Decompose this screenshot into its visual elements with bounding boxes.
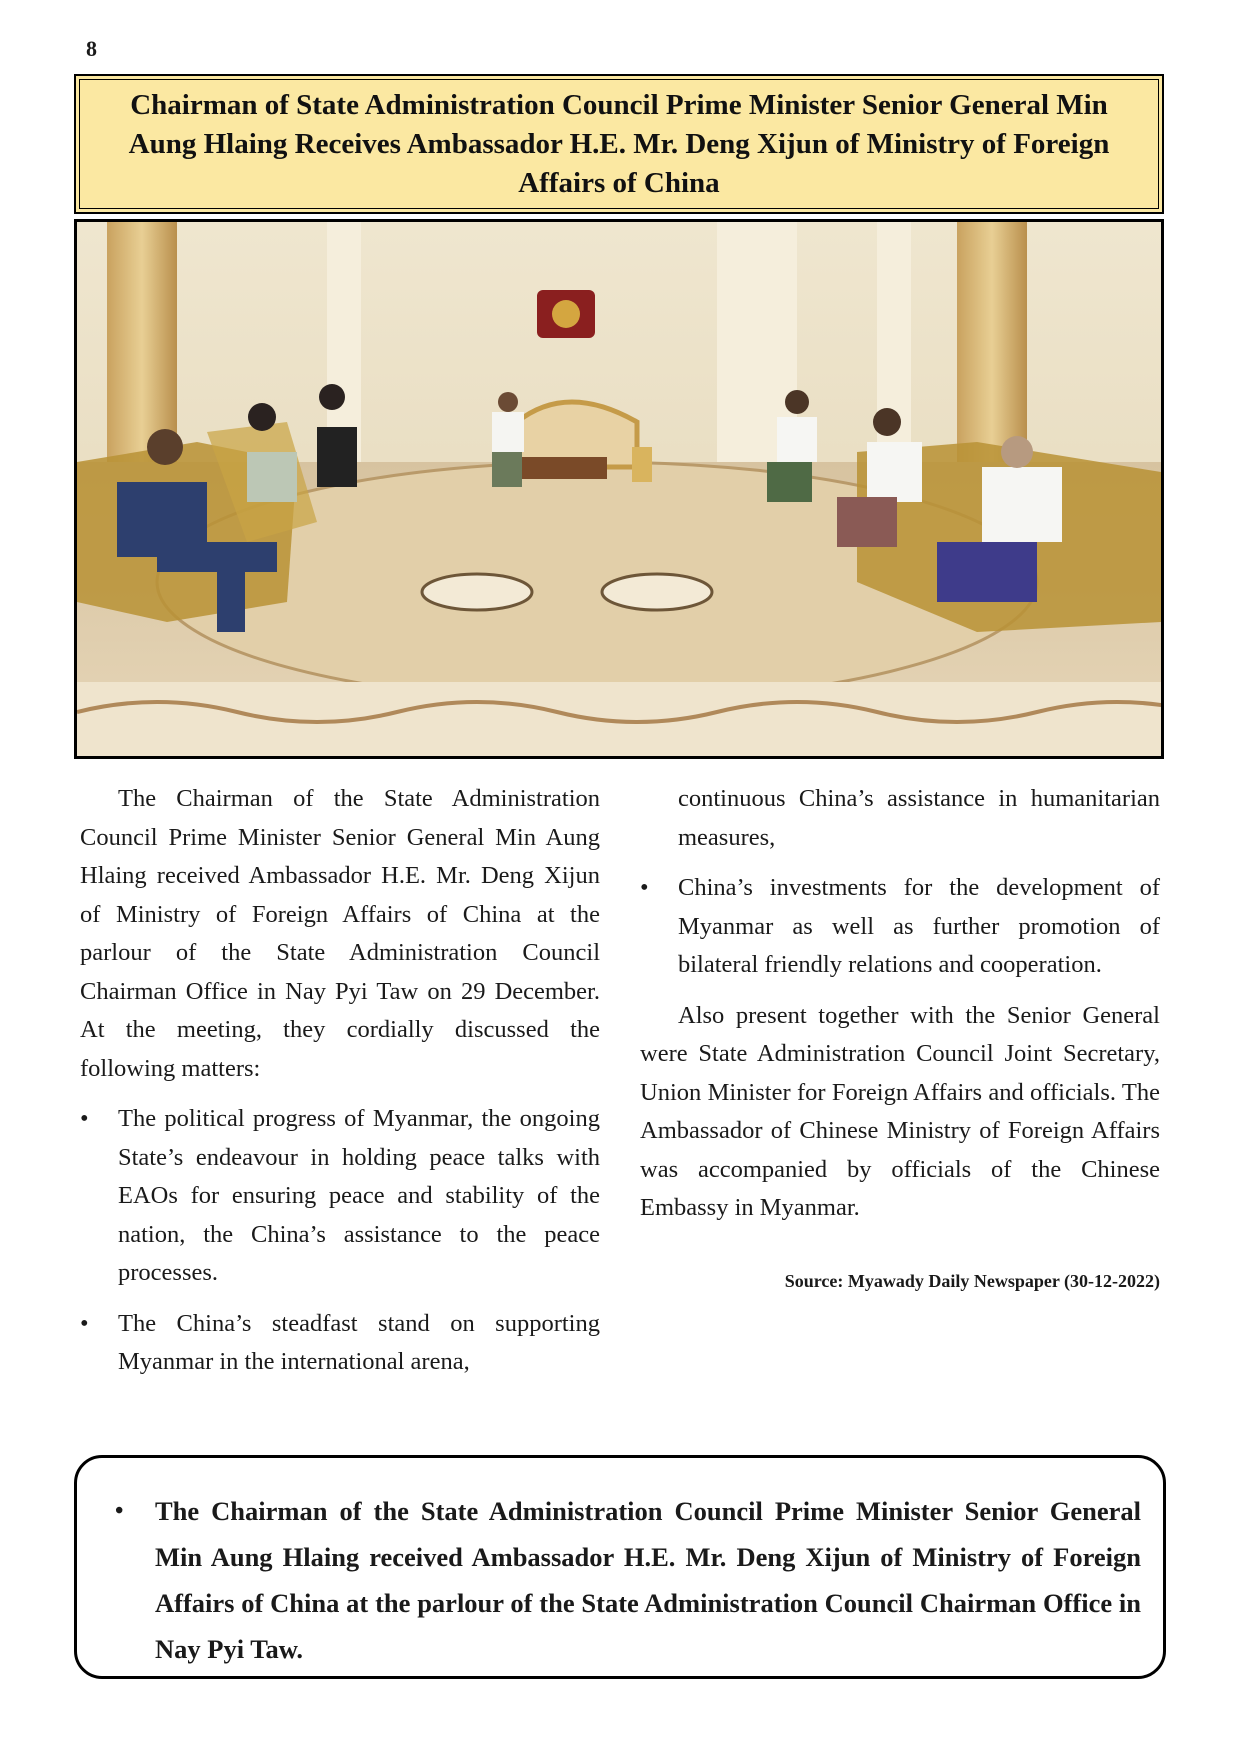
article-title: Chairman of State Administration Council Prime Minister Senior General Min Aung Hlaing Receives Ambassador H.E. Mr. Deng Xijun of Ministry of Foreign Affairs of China <box>128 88 1110 199</box>
summary-item <box>97 1488 1141 1672</box>
source-citation: Source: Myawady Daily Newspaper (30-12-2022) <box>784 1270 1160 1291</box>
left-column <box>80 780 600 1382</box>
title-banner <box>74 74 1164 214</box>
right-column <box>640 780 1160 1300</box>
bullet-icon: • <box>640 874 649 901</box>
page-number: 8 <box>86 36 97 61</box>
list-item-continuation <box>640 780 1160 857</box>
bullet-icon: • <box>80 1105 89 1132</box>
bullet-text: The political progress of Myanmar, the ongoing State’s endeavour in holding peace talks with EAOs for ensuring peace and stability of the nation, the China’s assistance to the peace processes. <box>118 1105 600 1286</box>
meeting-photo-illustration <box>77 222 1161 756</box>
bullet-text: China’s investments for the development of Myanmar as well as further promotion of bilateral friendly relations and cooperation. <box>678 874 1160 978</box>
bullet-text: The China’s steadfast stand on supporting Myanmar in the international arena, <box>118 1309 600 1375</box>
summary-text: The Chairman of the State Administration Council Prime Minister Senior General Min Aung Hlaing received Ambassador H.E. Mr. Deng Xijun of Ministry of Foreign Affairs of China at the parlour of the State Administration Council Chairman Office in Nay Pyi Taw. <box>155 1496 1141 1664</box>
meeting-photo <box>74 219 1164 759</box>
summary-box <box>74 1455 1166 1679</box>
bullet-text: continuous China’s assistance in humanitarian measures, <box>678 785 1160 851</box>
bullet-icon: • <box>80 1309 89 1337</box>
intro-paragraph: The Chairman of the State Administration Council Prime Minister Senior General Min Aung Hlaing received Ambassador H.E. Mr. Deng Xijun of Ministry of Foreign Affairs of China at the parlour of the State Administration Council Chairman Office in Nay Pyi Taw on 29 December. At the meeting, they cordially discussed the following matters: <box>80 785 600 1082</box>
list-item <box>80 1305 600 1382</box>
attendees-paragraph: Also present together with the Senior General were State Administration Council Joint Secretary, Union Minister for Foreign Affairs and officials. The Ambassador of Chinese Ministry of Foreign Affairs was accompanied by officials of the Chinese Embassy in Myanmar. <box>640 1001 1160 1221</box>
list-item <box>80 1100 600 1293</box>
list-item <box>640 869 1160 985</box>
bullet-icon: • <box>115 1498 124 1524</box>
